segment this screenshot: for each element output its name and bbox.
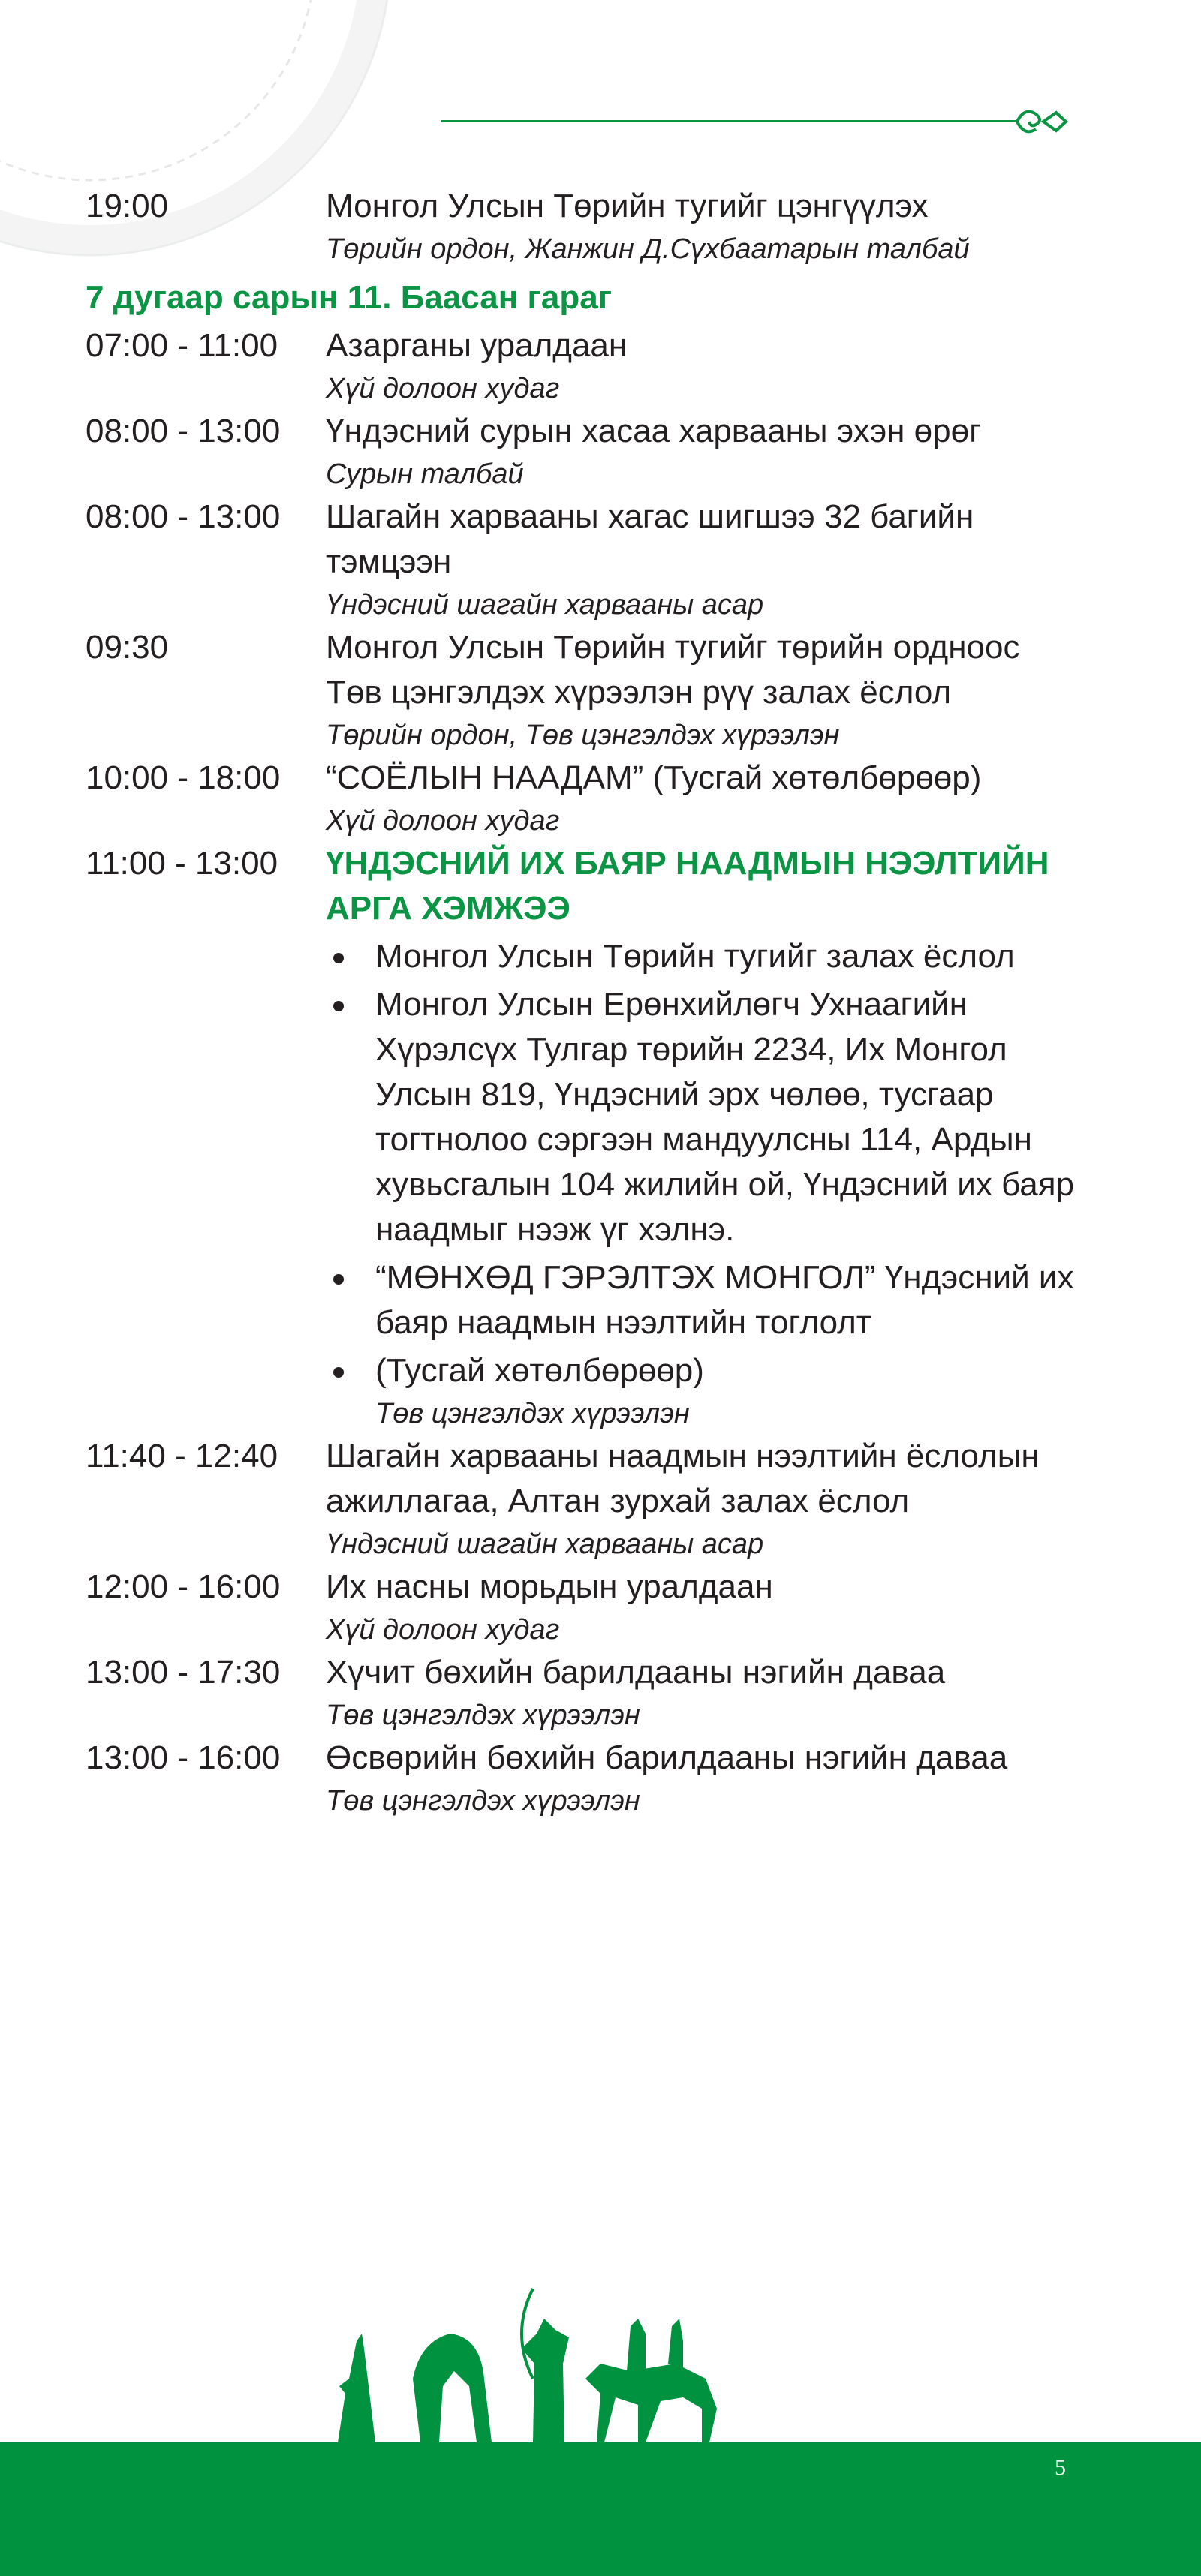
bullet-text: Монгол Улсын Төрийн тугийг залах ёслол — [375, 938, 1015, 975]
date-heading: 7 дугаар сарын 11. Баасан гараг — [86, 279, 613, 316]
event-place: Хүй долоон худаг — [326, 1614, 560, 1646]
event-place: Хүй долоон худаг — [326, 805, 560, 837]
header-divider — [441, 120, 1019, 122]
event-title: Үндэсний сурын хасаа харвааны эхэн өрөг — [326, 413, 982, 449]
event-time: 12:00 - 16:00 — [86, 1568, 281, 1605]
event-row — [86, 756, 1076, 841]
event-row — [86, 1736, 1076, 1821]
event-row — [86, 1650, 1076, 1736]
event-title: Их насны морьдын уралдаан — [326, 1568, 773, 1605]
event-time: 08:00 - 13:00 — [86, 413, 281, 449]
event-time: 09:30 — [86, 629, 169, 666]
opening-bullet-list — [326, 934, 1076, 1393]
event-time: 08:00 - 13:00 — [86, 498, 281, 535]
page-number: 5 — [1055, 2455, 1066, 2480]
bullet-item — [326, 1348, 1076, 1393]
event-title: Азарганы уралдаан — [326, 327, 628, 364]
event-time: 07:00 - 11:00 — [86, 327, 278, 364]
event-time: 11:40 - 12:40 — [86, 1438, 278, 1474]
opening-event-row — [86, 841, 1076, 1434]
event-title: Шагайн харвааны наадмын нээлтийн ёслолын ажиллагаа, Алтан зурхай залах ёслол — [326, 1438, 1040, 1519]
event-row — [86, 1565, 1076, 1650]
event-title: Шагайн харвааны хагас шигшээ 32 багийн тэмцээн — [326, 498, 974, 580]
event-row — [86, 409, 1076, 494]
bullet-icon — [333, 1001, 344, 1011]
bullet-text: “МӨНХӨД ГЭРЭЛТЭХ МОНГОЛ” Үндэсний их баяр наадмын нээлтийн тоглолт — [375, 1259, 1074, 1341]
bullet-item — [326, 1255, 1076, 1345]
event-place: Үндэсний шагайн харвааны асар — [326, 589, 764, 621]
bullet-icon — [333, 1274, 344, 1285]
event-place: Үндэсний шагайн харвааны асар — [326, 1528, 764, 1560]
bullet-item — [326, 982, 1076, 1252]
event-row — [86, 1434, 1076, 1565]
event-row — [86, 625, 1076, 756]
event-place: Төрийн ордон, Жанжин Д.Сүхбаатарын талбай — [326, 233, 970, 265]
event-place: Төрийн ордон, Төв цэнгэлдэх хүрээлэн — [326, 720, 840, 751]
event-time: 10:00 - 18:00 — [86, 759, 281, 796]
event-place: Төв цэнгэлдэх хүрээлэн — [326, 1700, 640, 1731]
event-place: Төв цэнгэлдэх хүрээлэн — [326, 1785, 640, 1817]
bullet-icon — [333, 1367, 344, 1378]
event-title: “СОЁЛЫН НААДАМ” (Тусгай хөтөлбөрөөр) — [326, 759, 982, 796]
event-title: Өсвөрийн бөхийн барилдааны нэгийн даваа — [326, 1739, 1008, 1776]
bullet-text: (Тусгай хөтөлбөрөөр) — [375, 1352, 704, 1389]
event-title: Монгол Улсын Төрийн тугийг цэнгүүлэх — [326, 188, 929, 224]
naadam-silhouettes-illustration — [330, 2274, 901, 2446]
event-row — [86, 323, 1076, 409]
event-title: Монгол Улсын Төрийн тугийг төрийн ордноос Төв цэнгэлдэх хүрээлэн рүү залах ёслол — [326, 629, 1020, 711]
event-title: Хүчит бөхийн барилдааны нэгийн даваа — [326, 1654, 946, 1691]
ornament-scroll-icon — [1010, 99, 1070, 144]
schedule — [86, 184, 1076, 1821]
event-row — [86, 494, 1076, 625]
event-row — [86, 184, 1076, 269]
bullet-item — [326, 934, 1076, 979]
event-time: 13:00 - 17:30 — [86, 1654, 281, 1691]
opening-title: ҮНДЭСНИЙ ИХ БАЯР НААДМЫН НЭЭЛТИЙН АРГА ХЭМЖЭЭ — [326, 845, 1049, 927]
bullet-icon — [333, 953, 344, 963]
event-place: Төв цэнгэлдэх хүрээлэн — [375, 1398, 690, 1429]
event-time: 13:00 - 16:00 — [86, 1739, 281, 1776]
event-place: Хүй долоон худаг — [326, 373, 560, 404]
bullet-text: Монгол Улсын Ерөнхийлөгч Ухнаагийн Хүрэлсүх Тулгар төрийн 2234, Их Монгол Улсын 819, Үндэсний эрх чөлөө, тусгаар тогтнолоо сэргээн мандуулсны 114, Ардын хувьсгалын 104 жилийн ой, Үндэсний их баяр наадмыг нээж үг хэлнэ. — [375, 986, 1075, 1248]
event-time: 11:00 - 13:00 — [86, 845, 278, 882]
footer-band — [0, 2442, 1201, 2576]
event-place: Сурын талбай — [326, 458, 524, 490]
event-time: 19:00 — [86, 188, 169, 224]
